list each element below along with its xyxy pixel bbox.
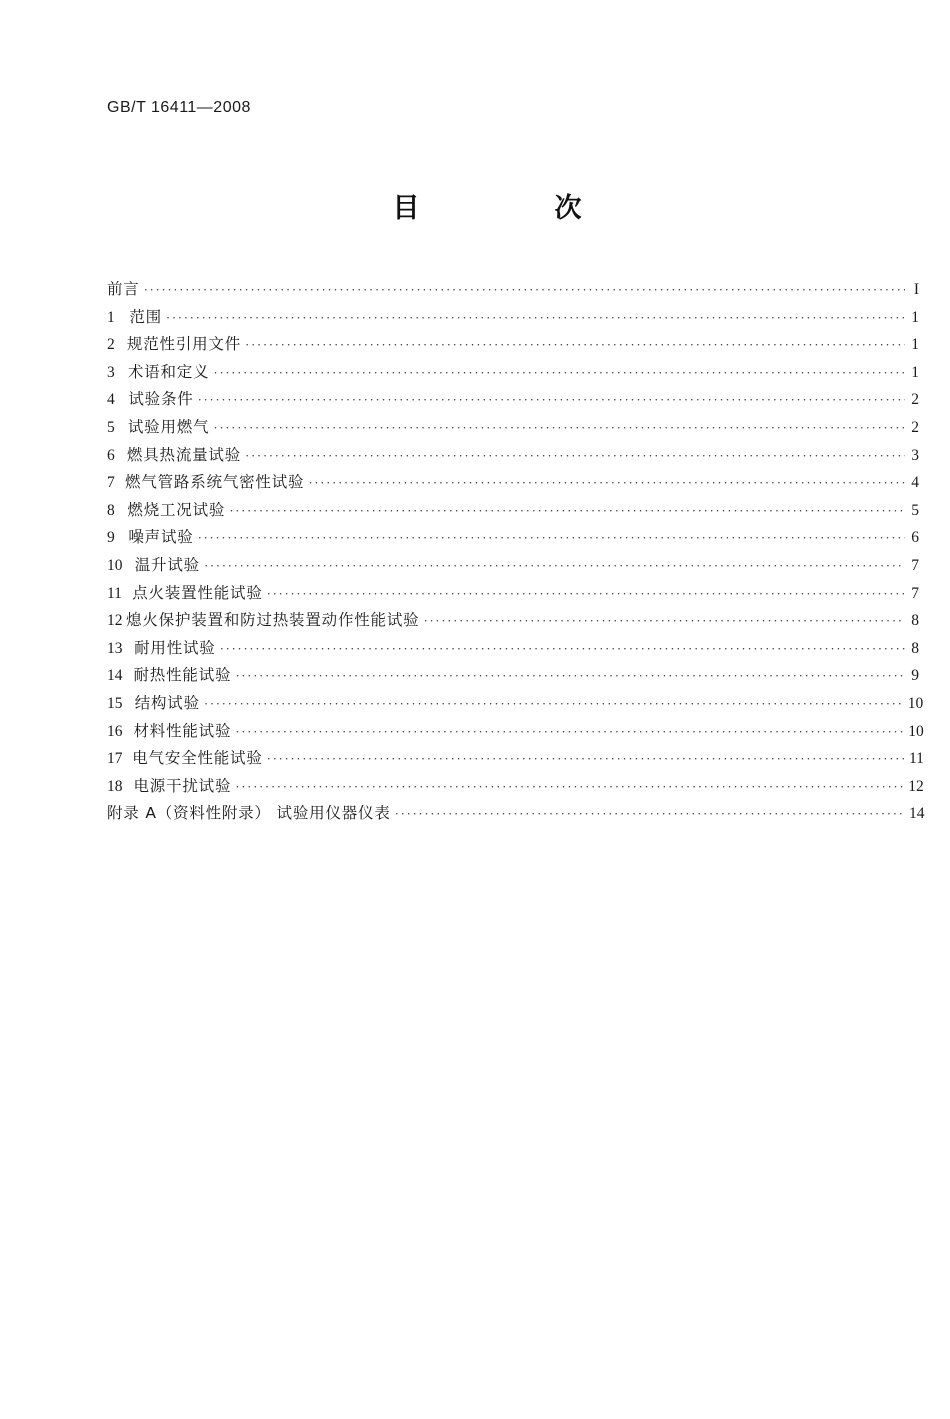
toc-entry-number: 8 [107, 501, 115, 519]
toc-entry[interactable] [107, 690, 924, 718]
toc-entry[interactable] [107, 524, 919, 552]
toc-leader-dots [308, 469, 905, 497]
toc-entry-title: 附录 A（资料性附录） 试验用仪器仪表 [107, 804, 391, 823]
toc-entry-title: 结构试验 [134, 693, 200, 712]
toc-entry-page: 7 [911, 556, 919, 574]
toc-entry[interactable] [107, 773, 924, 801]
toc-entry-title: 术语和定义 [127, 362, 210, 381]
table-of-contents [107, 276, 925, 828]
toc-leader-dots [229, 497, 905, 525]
toc-entry-page: 8 [911, 612, 919, 630]
toc-entry-title: 温升试验 [134, 555, 200, 574]
toc-entry-page: 3 [911, 446, 919, 464]
toc-entry-number: 7 [107, 474, 115, 492]
toc-entry-page: 1 [911, 308, 919, 326]
toc-entry-number: 12 [107, 612, 123, 630]
toc-entry-page: 8 [911, 639, 919, 657]
toc-entry[interactable] [107, 331, 919, 359]
toc-leader-dots [267, 745, 905, 773]
toc-leader-dots [204, 552, 905, 580]
toc-entry-title: 耐用性试验 [134, 638, 216, 657]
toc-entry[interactable] [107, 442, 919, 470]
toc-leader-dots [235, 662, 905, 690]
toc-entry-number: 10 [107, 556, 123, 574]
toc-entry-page: 14 [909, 805, 925, 823]
toc-entry-title: 燃烧工况试验 [127, 500, 226, 519]
toc-entry-page: 6 [911, 529, 919, 547]
toc-entry-title: 试验条件 [128, 390, 194, 409]
toc-entry[interactable] [107, 386, 919, 414]
toc-entry[interactable] [107, 800, 925, 828]
toc-entry-title: 燃气管路系统气密性试验 [125, 473, 305, 492]
toc-leader-dots [395, 800, 905, 828]
standard-code: GB/T 16411—2008 [107, 99, 251, 116]
toc-entry[interactable] [107, 635, 919, 663]
toc-leader-dots [235, 773, 904, 801]
toc-entry-number: 14 [107, 667, 123, 685]
toc-entry[interactable] [107, 276, 919, 304]
toc-leader-dots [245, 442, 905, 470]
toc-entry[interactable] [107, 607, 919, 635]
toc-entry-number: 9 [107, 529, 115, 547]
toc-entry-page: 2 [911, 391, 919, 409]
toc-leader-dots [213, 414, 905, 442]
toc-entry-number: 1 [107, 308, 115, 326]
toc-entry-page: 10 [907, 694, 924, 712]
toc-entry-page: 12 [908, 777, 924, 795]
toc-entry-title: 规范性引用文件 [126, 335, 242, 354]
toc-entry-number: 13 [107, 639, 123, 657]
toc-leader-dots [245, 331, 905, 359]
toc-entry-title: 电源干扰试验 [133, 776, 232, 795]
toc-leader-dots [213, 359, 905, 387]
toc-entry-title: 耐热性能试验 [133, 666, 232, 685]
toc-entry[interactable] [107, 662, 919, 690]
toc-entry-number: 6 [107, 446, 115, 464]
toc-entry-page: 1 [911, 363, 919, 381]
toc-entry[interactable] [107, 304, 919, 332]
toc-entry-title: 试验用燃气 [127, 417, 210, 436]
toc-entry-number: 17 [107, 750, 123, 768]
toc-entry-number: 4 [107, 391, 115, 409]
toc-entry-page: I [913, 281, 919, 298]
toc-leader-dots [267, 580, 905, 608]
toc-leader-dots [198, 524, 905, 552]
toc-entry-title: 熄火保护装置和防过热装置动作性能试验 [126, 611, 420, 630]
toc-leader-dots [423, 607, 905, 635]
toc-entry-page: 2 [911, 418, 919, 436]
toc-entry-title: 燃具热流量试验 [126, 445, 242, 464]
toc-title: 目 次 [392, 193, 636, 224]
toc-entry-title: 电气安全性能试验 [132, 749, 263, 768]
toc-leader-dots [204, 690, 904, 718]
toc-entry-page: 9 [911, 667, 919, 685]
toc-entry-page: 1 [911, 336, 919, 354]
toc-entry[interactable] [107, 745, 924, 773]
toc-entry-number: 18 [107, 777, 123, 795]
toc-entry-number: 16 [107, 722, 123, 740]
toc-entry[interactable] [107, 359, 919, 387]
toc-entry-number: 15 [107, 694, 123, 712]
toc-entry[interactable] [107, 580, 919, 608]
toc-leader-dots [166, 304, 905, 332]
toc-entry[interactable] [107, 497, 919, 525]
toc-leader-dots [198, 386, 905, 414]
toc-entry-title: 范围 [129, 307, 162, 326]
toc-entry-title: 材料性能试验 [133, 721, 232, 740]
toc-leader-dots [220, 635, 905, 663]
toc-entry[interactable] [107, 469, 919, 497]
toc-entry-page: 5 [911, 501, 919, 519]
toc-entry-title: 噪声试验 [128, 528, 194, 547]
toc-leader-dots [235, 718, 904, 746]
toc-entry[interactable] [107, 718, 924, 746]
toc-entry-title: 点火装置性能试验 [132, 583, 263, 602]
toc-entry[interactable] [107, 414, 919, 442]
toc-entry-title: 前言 [107, 280, 140, 298]
toc-entry-page: 11 [909, 750, 924, 768]
toc-entry-number: 5 [107, 418, 115, 436]
toc-entry[interactable] [107, 552, 919, 580]
toc-entry-number: 3 [107, 363, 115, 381]
toc-entry-page: 7 [911, 584, 919, 602]
toc-leader-dots [144, 276, 905, 304]
toc-entry-page: 4 [911, 474, 919, 492]
toc-entry-number: 2 [107, 336, 115, 354]
toc-entry-number: 11 [107, 584, 122, 602]
toc-entry-page: 10 [908, 722, 924, 740]
